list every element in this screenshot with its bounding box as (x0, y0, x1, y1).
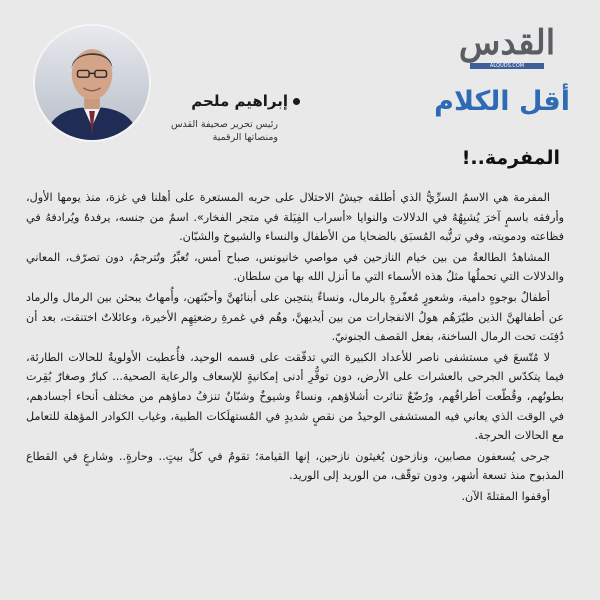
author-avatar-icon (35, 26, 149, 140)
author-photo (33, 24, 151, 142)
author-role (160, 118, 278, 144)
author-role-line1: رئيس تحرير صحيفة القدس (170, 119, 278, 130)
author-role-line2: ومنصاتها الرقمية (212, 132, 278, 143)
article-paragraph: المشاهدُ الطالعةُ من بين خيام النازحين في مواصي خانيونس، صباح أمس، تُعبِّرُ وتُترجمُ، دون تصرّف، المعاني والدلالات التي تحملُها مثلُ هذه الأسماء التي ما أنزل الله بها من سلطان. (26, 250, 564, 284)
article-paragraph: أوقفوا المقتلةَ الآن. (461, 489, 550, 503)
article-body (26, 188, 564, 508)
logo-subtext: ALQUDS.COM (470, 63, 544, 69)
column-title: أقل الكلام (434, 86, 570, 117)
article-title: المفرمة..! (461, 147, 560, 169)
author-name (180, 92, 300, 110)
article-paragraph: المفرمة هي الاسمُ السرِّيُّ الذي أطلقه جيشُ الاحتلال على حربه المستعرة على أهلنا في غزة، منذ يومها الأول، وأرفقه باسمٍ آخرَ يُشبِهُهُ في الدلالات والنوايا «أسراب الفِيَلة في متجر الفخار». اسمٌ من جنسه، يرفدهُ ويُرادفهُ في فظاعته ودمويته، وفي ترتُّبه المُسبَق بالضحايا من الأطفال والنساء والشيوخ والشبّان. (26, 191, 564, 244)
newspaper-logo[interactable] (446, 18, 568, 76)
bullet-icon (293, 98, 300, 105)
article-paragraph: جرحى يُسعفون مصابين، ونازحون يُغيثون نازحين، إنها القيامة؛ تقومُ في كلِّ بيتٍ.. وحارةٍ.. وشارعٍ في القطاع المذبوح منذ تسعة أشهر، ودون توقّف، من الوريد إلى الوريد. (26, 449, 564, 483)
author-name-text: إبراهيم ملحم (191, 92, 288, 110)
article-paragraph: أطفالٌ بوجوهٍ دامية، وشعورٍ مُعفّرةٍ بالرمال، ونساءٌ ينتحِبن على أبنائهنَّ وأحبّتهن، وأُمهاتٌ يبحثن بين الرمال والرماد عن أطفالهنَّ الذين طيّرَهُم هولُ الانفجارات من بين أيديهنَّ، وهُم في غمرةِ رضعتِهِم الأخيرة، وعائلاتٌ اختنقت، بعد أن دُفِنَت تحت الرمال الساخنة، بفعل القصف الجنونيّ. (26, 290, 564, 344)
article-paragraph: لا مُتّسعَ في مستشفى ناصر للأعداد الكبيرة التي تدفّقت على قسمه الوحيد، فأُعطيت الأولويةُ للحالات الطارئة، فيما يتكدّس الجرحى بالعشرات على الأرض، دون توفُّرِ أدنى إمكانيةٍ للإسعاف والرعاية الصحية... كبارٌ وصغارٌ بُقِرت بطونُهم، وقُطّعت أطرافُهم، ورُضّعٌ تناثرت أشلاؤهم، ونساءٌ وشيوخٌ وشبّانٌ تنزفُ دماؤهم من مختلف أنحاء أجسادهم، في الوقت الذي يعاني فيه المستشفى الوحيدُ من نقصٍ شديدٍ في المُستهلَكات الطبية، وغياب الكوادر المؤهلة للتعامل مع الحالات الحرجة. (26, 350, 564, 443)
logo-text: القدس (458, 22, 556, 63)
